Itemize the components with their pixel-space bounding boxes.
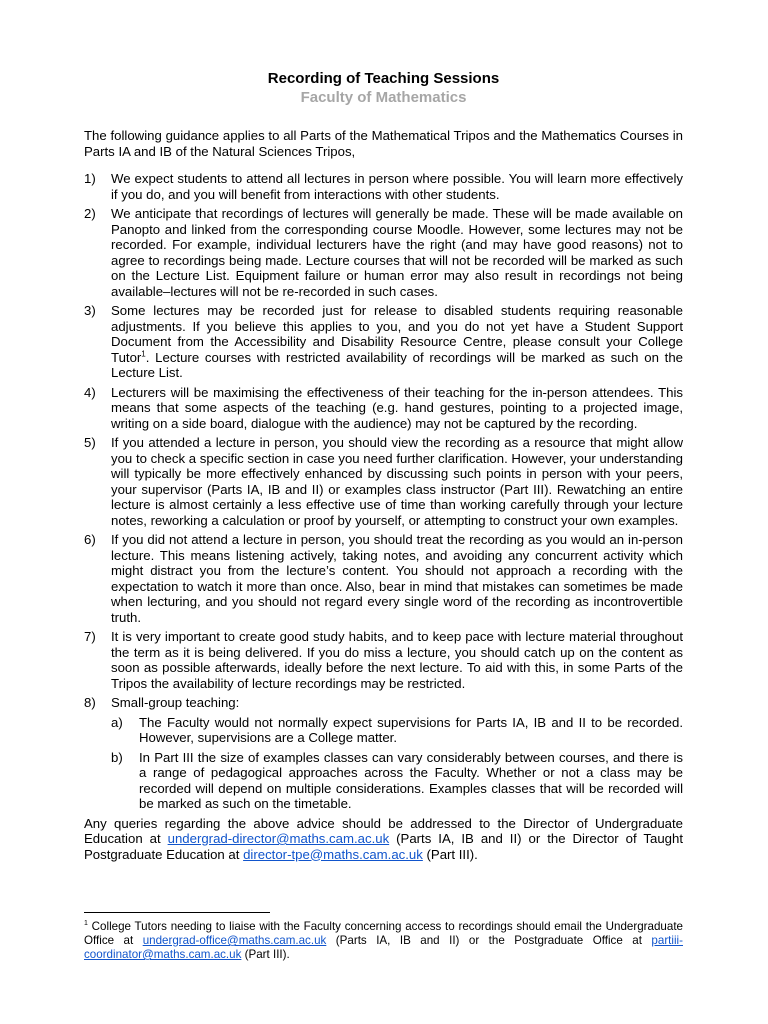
footnote-marker: 1 <box>84 920 88 928</box>
footnote-text: (Part III). <box>241 948 290 961</box>
list-item-text: If you attended a lecture in person, you should view the recording as a resource that might allow you to check a specific section in case you need further clarification. However, your understanding will typically be more effectively enhanced by discussing such points in person with your peers, your supervisor (Parts IA, IB and II) or examples class instructor (Part III). Rewatching an entire lecture is almost certainly a less effective use of time than working carefully through your lecture notes, reworking a calculation or proof by yourself, or attempting to construct your own examples. <box>111 435 683 528</box>
list-item-text: If you did not attend a lecture in person, you should treat the recording as you would an in-person lecture. This means listening actively, taking notes, and avoiding any concurrent activity which might distract you from the lecture’s content. You should not approach a recording with the expectation to watch it more than once. Also, bear in mind that mistakes can sometimes be made when lecturing, and you should not regard every single word of the recording as incontrovertible truth. <box>111 532 683 625</box>
sub-list <box>111 715 683 812</box>
list-item <box>84 206 683 299</box>
closing-text: Any queries regarding the above advice should be addressed to the Director of Undergraduate Education at <box>84 815 683 846</box>
list-item <box>84 171 683 202</box>
list-item <box>84 695 683 812</box>
list-item-number: 7) <box>84 629 96 644</box>
document-body <box>84 70 683 862</box>
list-item <box>84 435 683 528</box>
list-item-text: It is very important to create good study habits, and to keep pace with lecture material throughout the term as it is being delivered. If you do miss a lecture, you should catch up on the content as soon as possible afterwards, ideally before the next lecture. To aid with this, in some Parts of the Tripos the availability of lecture recordings may be restricted. <box>111 629 683 691</box>
guidance-list <box>84 171 683 812</box>
sub-list-item-text: The Faculty would not normally expect supervisions for Parts IA, IB and II to be recorded. However, supervisions are a College matter. <box>139 714 683 745</box>
footnote-reference[interactable]: 1 <box>141 349 146 359</box>
list-item-number: 4) <box>84 384 96 400</box>
page-title: Recording of Teaching Sessions <box>267 70 500 87</box>
footnote-text: (Parts IA, IB and II) or the Postgraduate Office at <box>326 934 652 947</box>
page-subtitle: Faculty of Mathematics <box>300 89 467 106</box>
list-item-number: 1) <box>84 171 96 186</box>
sub-list-item-letter: b) <box>111 749 123 765</box>
closing-paragraph <box>84 816 683 863</box>
intro-paragraph: The following guidance applies to all Parts of the Mathematical Tripos and the Mathematics Courses in Parts IA and IB of the Natural Sciences Tripos, <box>84 128 683 159</box>
list-item-number: 5) <box>84 435 96 450</box>
sub-list-item <box>111 750 683 812</box>
list-item <box>84 385 683 432</box>
list-item-text: Small-group teaching: <box>111 695 240 710</box>
list-item-text <box>111 303 683 380</box>
list-item <box>84 303 683 381</box>
closing-text: (Part III). <box>422 846 478 862</box>
sub-list-item-letter: a) <box>111 714 123 730</box>
footnote-divider <box>84 912 270 913</box>
list-item-text-part: Some lectures may be recorded just for release to disabled students requiring reasonable adjustments. If you believe this applies to you, and you do not yet have a Student Support Document from the Accessibility and Disability Resource Centre, please consult your College Tutor <box>111 303 683 365</box>
list-item <box>84 532 683 625</box>
footnote <box>84 920 683 962</box>
sub-list-item <box>111 715 683 746</box>
list-item-number: 8) <box>84 695 96 710</box>
list-item-text: We anticipate that recordings of lectures will generally be made. These will be made available on Panopto and linked from the corresponding course Moodle. However, some lectures may not be recorded. For example, individual lecturers have the right (and may have good reasons) not to agree to recordings being made. Lecture courses that will not be recorded will be marked as such on the Lecture List. Equipment failure or human error may also result in recordings not being available–lectures will not be re-recorded in such cases. <box>111 206 683 299</box>
list-item-text: Lecturers will be maximising the effectiveness of their teaching for the in-person attendees. This means that some aspects of the teaching (e.g. hand gestures, pointing to a projected image, writing on a side board, dialogue with the audience) may not be captured by the recording. <box>111 384 683 431</box>
list-item-number: 6) <box>84 532 96 547</box>
footnote-text: College Tutors needing to liaise with the Faculty concerning access to recordings should email the Undergraduate Office at <box>84 920 683 947</box>
list-item-number: 2) <box>84 206 96 221</box>
partiii-coordinator-email-link[interactable]: partiii-coordinator@maths.cam.ac.uk <box>84 934 683 961</box>
list-item-number: 3) <box>84 303 96 318</box>
list-item-text-part: . Lecture courses with restricted availability of recordings will be marked as such on the Lecture List. <box>111 349 683 380</box>
list-item-text: We expect students to attend all lectures in person where possible. You will learn more effectively if you do, and you will benefit from interactions with other students. <box>111 171 683 202</box>
undergrad-office-email-link[interactable]: undergrad-office@maths.cam.ac.uk <box>142 934 327 947</box>
sub-list-item-text: In Part III the size of examples classes can vary considerably between courses, and there is a range of pedagogical approaches across the Faculty. Whether or not a class may be recorded will depend on multiple considerations. Examples classes that will be recorded will be marked as such on the timetable. <box>139 749 683 811</box>
closing-text: (Parts IA, IB and II) or the Director of Taught Postgraduate Education at <box>84 831 683 862</box>
list-item <box>84 629 683 691</box>
director-tpe-email-link[interactable]: director-tpe@maths.cam.ac.uk <box>243 846 423 862</box>
undergrad-director-email-link[interactable]: undergrad-director@maths.cam.ac.uk <box>167 831 390 846</box>
